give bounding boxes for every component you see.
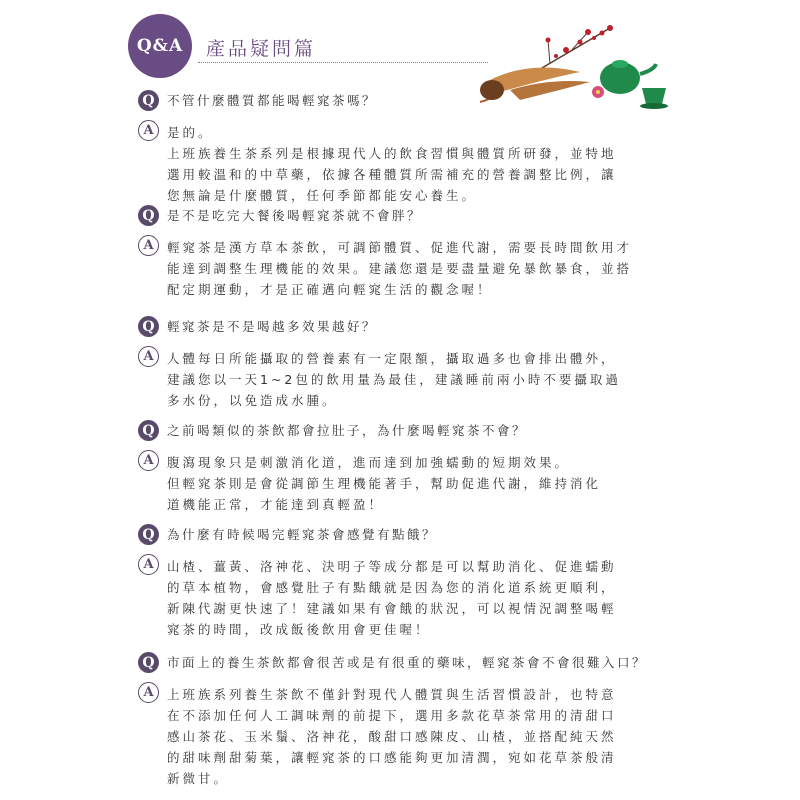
question-icon: Q: [138, 205, 159, 226]
question-icon: Q: [138, 90, 159, 111]
answer-row: [138, 449, 658, 515]
question-row: [138, 524, 658, 545]
answer-icon: A: [138, 120, 159, 141]
qa-item: [138, 316, 658, 411]
answer-icon: A: [138, 554, 159, 575]
answer-text: 是的。 上班族養生茶系列是根據現代人的飲食習慣與體質所研發，並特地 選用較溫和的中草藥，依據各種體質所需補充的營養調整比例，讓 您無論是什麼體質，任何季節都能安心養生。: [167, 125, 617, 203]
answer-text: 腹瀉現象只是刺激消化道，進而達到加強蠕動的短期效果。 但輕窕茶則是會從調節生理機能著手，幫助促進代謝，維持消化 道機能正常，才能達到真輕盈！: [167, 455, 602, 512]
answer-icon: A: [138, 682, 159, 703]
answer-row: [138, 119, 658, 206]
question-row: [138, 420, 658, 441]
answer-row: [138, 345, 658, 411]
answer-icon: A: [138, 235, 159, 256]
answer-text: 人體每日所能攝取的營養素有一定限額，攝取過多也會排出體外， 建議您以一天1~2包的飲用量為最佳，建議睡前兩小時不要攝取過 多水份，以免造成水腫。: [167, 351, 621, 408]
question-text: 不管什麼體質都能喝輕窕茶嗎？: [167, 93, 378, 108]
question-text: 是不是吃完大餐後喝輕窕茶就不會胖？: [167, 208, 423, 223]
question-row: [138, 316, 658, 337]
question-text: 之前喝類似的茶飲都會拉肚子，為什麼喝輕窕茶不會？: [167, 423, 528, 438]
question-icon: Q: [138, 420, 159, 441]
question-icon: Q: [138, 652, 159, 673]
question-row: [138, 652, 658, 673]
answer-row: [138, 681, 658, 789]
answer-icon: A: [138, 450, 159, 471]
answer-row: [138, 234, 658, 300]
qa-item: [138, 524, 658, 640]
page-title: 產品疑問篇: [206, 38, 317, 60]
question-icon: Q: [138, 316, 159, 337]
qa-badge: Q&A: [128, 14, 192, 78]
qa-item: [138, 90, 658, 206]
title-divider: [198, 62, 488, 63]
answer-text: 山楂、薑黃、洛神花、決明子等成分都是可以幫助消化、促進蠕動 的草本植物，會感覺肚子有點餓就是因為您的消化道系統更順利， 新陳代謝更快速了！建議如果有會餓的狀況，可以視情況調整喝輕 窕茶的時間，改成飯後飲用會更佳喔！: [167, 559, 617, 637]
question-row: [138, 205, 658, 226]
question-row: [138, 90, 658, 111]
answer-text: 輕窕茶是漢方草本茶飲，可調節體質、促進代謝，需要長時間飲用才 能達到調整生理機能的效果。建議您還是要盡量避免暴飲暴食，並搭 配定期運動，才是正確邁向輕窕生活的觀念喔！: [167, 240, 633, 297]
qa-item: [138, 420, 658, 515]
qa-item: [138, 205, 658, 300]
answer-row: [138, 553, 658, 640]
answer-icon: A: [138, 346, 159, 367]
question-text: 輕窕茶是不是喝越多效果越好？: [167, 319, 378, 334]
question-text: 為什麼有時候喝完輕窕茶會感覺有點餓？: [167, 527, 438, 542]
answer-text: 上班族系列養生茶飲不僅針對現代人體質與生活習慣設計，也特意 在不添加任何人工調味劑的前提下，選用多款花草茶常用的清甜口 感山茶花、玉米鬚、洛神花，酸甜口感陳皮、山楂，並搭配純天然 的甜味劑甜菊葉，讓輕窕茶的口感能夠更加清潤，宛如花草茶般清 新微甘。: [167, 687, 617, 786]
question-icon: Q: [138, 524, 159, 545]
qa-item: [138, 652, 658, 789]
question-text: 市面上的養生茶飲都會很苦或是有很重的藥味，輕窕茶會不會很難入口？: [167, 655, 648, 670]
